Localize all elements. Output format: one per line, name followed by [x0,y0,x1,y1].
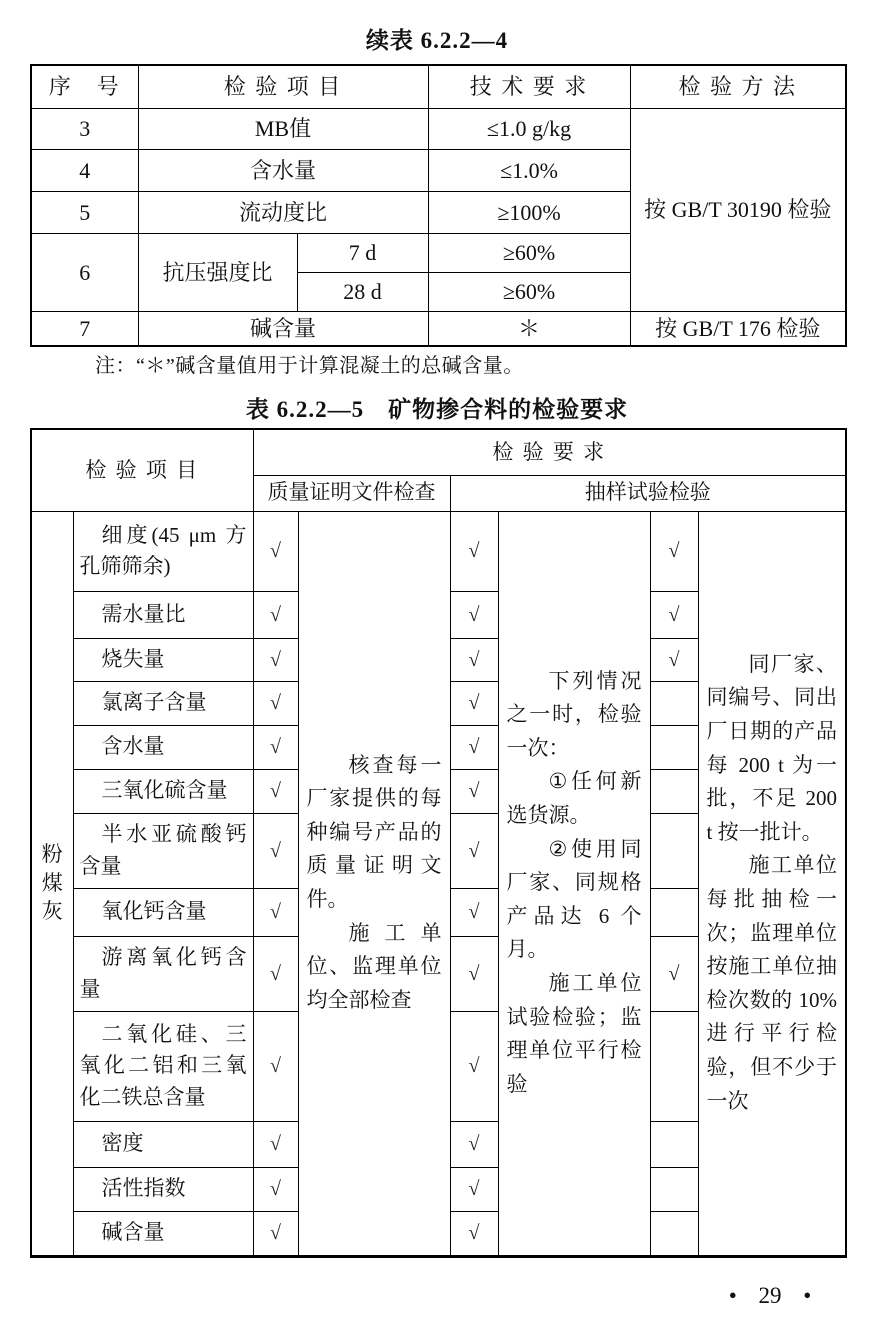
row-requirement: ≥60% [428,272,630,311]
row-sub-age: 7 d [297,233,428,272]
doc-checkmark: √ [253,681,298,725]
table2-title: 表 6.2.2—5 矿物掺合料的检验要求 [245,397,629,422]
sample-checkmark-1: √ [450,769,498,813]
inspection-item: 活性指数 [73,1167,253,1211]
material-label: 粉煤灰 [41,842,63,924]
sample-checkmark-1: √ [450,1167,498,1211]
sample-checkmark-1: √ [450,591,498,638]
sample-checkmark-1: √ [450,1211,498,1256]
batch-rule-description: 同厂家、同编号、同出厂日期的产品每 200 t 为一批，不足 200 t 按一批计。 施工单位每批抽检一次；监理单位按施工单位抽检次数的 10%进行平行检验，但不少于一次 [698,511,846,1256]
sample-checkmark-1: √ [450,681,498,725]
row-requirement: ≤1.0% [428,149,630,191]
header-inspection-item: 检 验 项 目 [31,429,253,511]
table2-mineral-admixture-requirements [30,428,847,1258]
table1-header-row [31,65,846,108]
header-doc-check: 质量证明文件检查 [253,475,450,511]
sample-condition-description: 下列情况之一时，检验一次： ①任何新选货源。 ②使用同厂家、同规格产品达 6 个月。 施工单位试验检验；监理单位平行检验 [498,511,650,1256]
sample-checkmark-1: √ [450,888,498,936]
row-requirement: ≥100% [428,191,630,233]
sample-checkmark-2: √ [650,638,698,681]
row-requirement: ≥60% [428,233,630,272]
doc-checkmark: √ [253,769,298,813]
sample-checkmark-2 [650,725,698,769]
doc-checkmark: √ [253,813,298,888]
sample-checkmark-2 [650,769,698,813]
sample-checkmark-2: √ [650,591,698,638]
row-no: 6 [31,233,138,311]
doc-checkmark: √ [253,1211,298,1256]
table2-header-row1 [31,429,846,475]
sample-checkmark-1: √ [450,1121,498,1167]
header-inspection-requirement: 检 验 要 求 [253,429,846,475]
row-no: 7 [31,311,138,346]
method-gbt176: 按 GB/T 176 检验 [630,311,846,346]
inspection-item: 三氧化硫含量 [73,769,253,813]
inspection-item: 二氧化硅、三氧化二铝和三氧化二铁总含量 [73,1011,253,1121]
row-requirement: ＊ [428,311,630,346]
inspection-item: 细度(45 μm 方孔筛筛余) [73,511,253,591]
sample-checkmark-1: √ [450,638,498,681]
table1-title: 续表 6.2.2—4 [365,28,509,53]
sample-checkmark-2 [650,1011,698,1121]
header-item: 检 验 项 目 [138,65,428,108]
sample-checkmark-2 [650,1167,698,1211]
row-item: 碱含量 [138,311,428,346]
inspection-item: 氯离子含量 [73,681,253,725]
table-row [31,311,846,346]
inspection-item: 碱含量 [73,1211,253,1256]
row-no: 4 [31,149,138,191]
table1-continued-6-2-2-4 [30,64,847,347]
inspection-item: 氧化钙含量 [73,888,253,936]
header-no: 序 号 [31,65,138,108]
row-no: 3 [31,108,138,149]
table-row [31,511,846,591]
inspection-item: 密度 [73,1121,253,1167]
row-sub-age: 28 d [297,272,428,311]
sample-checkmark-2: √ [650,511,698,591]
sample-checkmark-1: √ [450,725,498,769]
table1-footnote: 注：“＊”碱含量值用于计算混凝土的总碱含量。 [95,355,524,377]
doc-checkmark: √ [253,1121,298,1167]
inspection-item: 烧失量 [73,638,253,681]
row-requirement: ≤1.0 g/kg [428,108,630,149]
row-item: MB值 [138,108,428,149]
row-item: 含水量 [138,149,428,191]
doc-checkmark: √ [253,511,298,591]
sample-checkmark-2 [650,1211,698,1256]
doc-check-description: 核查每一厂家提供的每种编号产品的质量证明文件。 施工单位、监理单位均全部检查 [298,511,450,1256]
table-row [31,108,846,149]
inspection-item: 含水量 [73,725,253,769]
sample-checkmark-2: √ [650,936,698,1011]
row-no: 5 [31,191,138,233]
sample-checkmark-1: √ [450,936,498,1011]
material-label-cell [31,511,73,1256]
inspection-item: 需水量比 [73,591,253,638]
header-requirement: 技 术 要 求 [428,65,630,108]
doc-checkmark: √ [253,1167,298,1211]
header-sampling-test: 抽样试验检验 [450,475,846,511]
doc-checkmark: √ [253,725,298,769]
sample-checkmark-1: √ [450,511,498,591]
sample-checkmark-2 [650,1121,698,1167]
inspection-item: 半水亚硫酸钙含量 [73,813,253,888]
sample-checkmark-1: √ [450,813,498,888]
doc-checkmark: √ [253,936,298,1011]
sample-checkmark-2 [650,681,698,725]
inspection-item: 游离氧化钙含量 [73,936,253,1011]
method-gbt30190: 按 GB/T 30190 检验 [630,108,846,311]
doc-checkmark: √ [253,638,298,681]
sample-checkmark-2 [650,813,698,888]
header-method: 检 验 方 法 [630,65,846,108]
sample-checkmark-2 [650,888,698,936]
doc-checkmark: √ [253,888,298,936]
doc-checkmark: √ [253,591,298,638]
doc-checkmark: √ [253,1011,298,1121]
row-item: 流动度比 [138,191,428,233]
sample-checkmark-1: √ [450,1011,498,1121]
row-item: 抗压强度比 [138,233,297,311]
page-number: • 29 • [728,1283,812,1308]
